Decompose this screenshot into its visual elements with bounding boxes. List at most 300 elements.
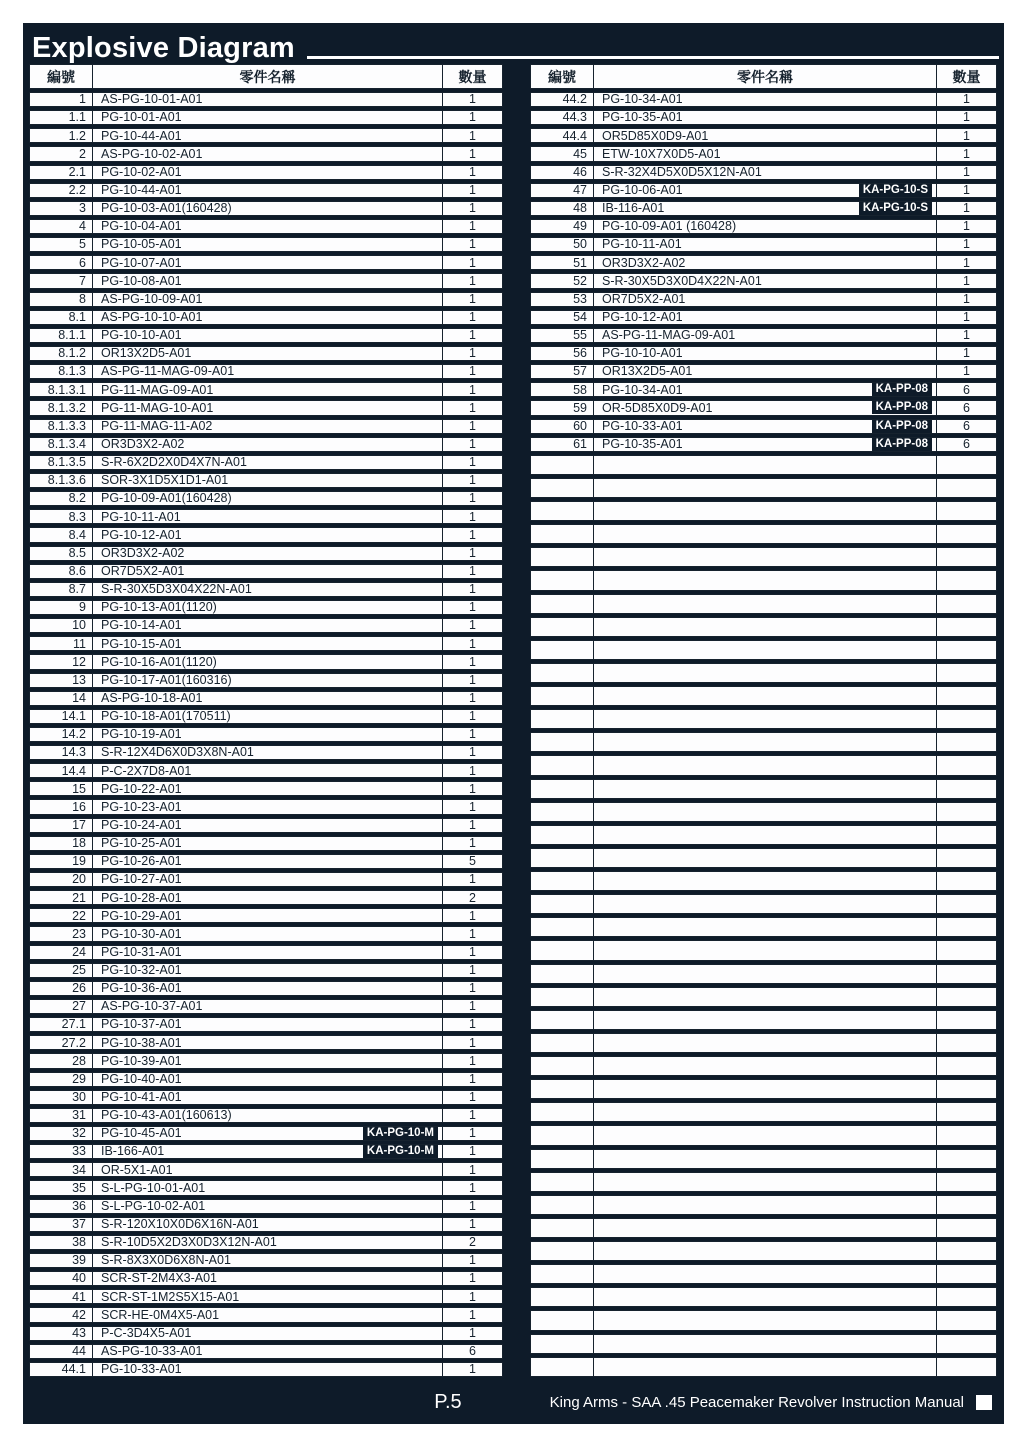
cell-qty: 1 [963, 346, 970, 361]
cell-no [531, 733, 594, 751]
table-row-empty [530, 779, 997, 799]
cell-qty: 1 [469, 328, 476, 342]
cell-no: 8.1.3.5 [30, 456, 93, 469]
table-row [530, 310, 997, 325]
table-row-empty [530, 1218, 997, 1238]
cell-qty: 1 [469, 873, 476, 887]
cell-part-name [594, 1242, 937, 1260]
cell-qty: 1 [469, 1272, 476, 1286]
cell-qty: 1 [469, 1036, 476, 1050]
table-row [29, 437, 503, 452]
cell-part-name [93, 1054, 443, 1067]
cell-part-name [93, 274, 443, 287]
cell-qty: 6 [963, 383, 970, 397]
cell-qty: 1 [469, 419, 476, 433]
part-number-text: S-R-120X10X0D6X16N-A01 [101, 1217, 259, 1231]
cell-part-name [594, 1219, 937, 1237]
part-number-text: S-R-30X5D3X04X22N-A01 [101, 582, 252, 596]
part-number-text: SCR-ST-1M2S5X15-A01 [101, 1290, 240, 1304]
cell-no: 11 [30, 637, 93, 650]
cell-part-name [93, 510, 443, 523]
cell-no: 45 [531, 147, 594, 160]
table-row-empty [530, 617, 997, 637]
kit-badge: KA-PP-08 [872, 438, 932, 451]
cell-part-name [93, 111, 443, 124]
cell-qty: 1 [469, 165, 476, 179]
cell-part-name [594, 803, 937, 821]
part-number-text: PG-10-34-A01 [602, 383, 683, 397]
part-number-text: S-L-PG-10-02-A01 [101, 1199, 206, 1213]
footer-square-icon [976, 1395, 992, 1410]
cell-no: 14.2 [30, 728, 93, 741]
cell-no: 17 [30, 819, 93, 832]
cell-qty [937, 618, 996, 636]
cell-part-name [594, 895, 937, 913]
part-number-text: OR13X2D5-A01 [101, 346, 192, 361]
cell-no: 14 [30, 692, 93, 705]
part-number-text: PG-10-28-A01 [101, 891, 182, 905]
cell-part-name [93, 1363, 443, 1376]
part-number-text: S-R-8X3X0D6X8N-A01 [101, 1254, 231, 1268]
cell-part-name [594, 111, 937, 124]
table-row [29, 926, 503, 941]
cell-no: 61 [531, 438, 594, 451]
cell-qty [937, 756, 996, 774]
cell-no [531, 1335, 594, 1353]
table-row [29, 799, 503, 814]
cell-part-name [93, 1145, 443, 1158]
header-part-name: 零件名稱 [93, 65, 443, 88]
table-row-empty [530, 640, 997, 660]
cell-no: 23 [30, 927, 93, 940]
cell-qty [937, 687, 996, 705]
cell-qty [937, 1150, 996, 1168]
table-row-empty [530, 825, 997, 845]
table-row [29, 1126, 503, 1141]
cell-part-name [93, 347, 443, 360]
table-row [29, 146, 503, 161]
cell-no: 41 [30, 1290, 93, 1303]
cell-no: 40 [30, 1272, 93, 1285]
part-number-text: PG-10-16-A01(1120) [101, 655, 217, 669]
cell-qty: 1 [469, 600, 476, 615]
cell-qty: 1 [469, 1054, 476, 1068]
cell-part-name [93, 1290, 443, 1303]
table-row [530, 128, 997, 143]
table-row-empty [530, 1241, 997, 1261]
cell-no [531, 710, 594, 728]
cell-qty [937, 803, 996, 821]
table-row [29, 292, 503, 307]
table-row [29, 509, 503, 524]
cell-part-name [594, 166, 937, 179]
part-number-text: PG-10-34-A01 [602, 93, 683, 107]
table-row [29, 1235, 503, 1250]
cell-qty: 1 [469, 492, 476, 506]
cell-part-name [93, 547, 443, 560]
part-number-text: PG-10-44-A01 [101, 129, 182, 143]
cell-part-name [93, 837, 443, 850]
cell-qty: 1 [963, 183, 970, 197]
cell-qty: 1 [469, 1127, 476, 1141]
table-row [29, 763, 503, 778]
part-number-text: S-R-32X4D5X0D5X12N-A01 [602, 165, 762, 179]
part-number-text: PG-10-10-A01 [101, 328, 182, 342]
cell-no: 52 [531, 274, 594, 287]
cell-qty: 1 [469, 274, 476, 288]
cell-part-name [93, 619, 443, 632]
table-row-empty [530, 709, 997, 729]
cell-part-name [93, 256, 443, 269]
part-number-text: PG-10-38-A01 [101, 1036, 182, 1050]
cell-no: 1 [30, 93, 93, 106]
cell-part-name [594, 780, 937, 798]
cell-qty [937, 1126, 996, 1144]
cell-qty: 1 [469, 310, 476, 324]
table-row [29, 1144, 503, 1159]
table-row-empty [530, 1172, 997, 1192]
cell-part-name [594, 1103, 937, 1121]
part-number-text: PG-10-07-A01 [101, 256, 182, 270]
cell-no [531, 895, 594, 913]
table-row [29, 1035, 503, 1050]
cell-part-name [594, 365, 937, 378]
part-number-text: OR-5D85X0D9-A01 [602, 401, 713, 415]
cell-no [531, 872, 594, 890]
cell-qty: 1 [469, 292, 476, 306]
table-row [29, 473, 503, 488]
cell-qty: 1 [469, 564, 476, 578]
cell-part-name [93, 927, 443, 940]
part-number-text: OR3D3X2-A02 [101, 546, 185, 560]
cell-part-name [93, 964, 443, 977]
cell-no: 37 [30, 1218, 93, 1231]
cell-no: 16 [30, 800, 93, 813]
cell-qty [937, 1265, 996, 1283]
part-number-text: PG-10-37-A01 [101, 1018, 182, 1032]
cell-qty: 1 [469, 256, 476, 270]
cell-part-name [594, 965, 937, 983]
cell-part-name [93, 202, 443, 215]
table-row [29, 1307, 503, 1322]
table-row [29, 92, 503, 107]
table-row [530, 328, 997, 343]
cell-part-name [93, 909, 443, 922]
table-row [29, 1362, 503, 1377]
cell-part-name [594, 311, 937, 324]
cell-part-name [594, 479, 937, 497]
cell-no [531, 502, 594, 520]
cell-qty [937, 1242, 996, 1260]
cell-qty: 1 [469, 510, 476, 524]
table-row [29, 1108, 503, 1123]
cell-part-name [594, 525, 937, 543]
cell-qty: 1 [963, 238, 970, 252]
cell-no: 33 [30, 1145, 93, 1158]
title-row [32, 31, 999, 63]
cell-part-name [594, 595, 937, 613]
cell-no: 51 [531, 256, 594, 269]
part-number-text: OR7D5X2-A01 [101, 564, 185, 578]
table-row-empty [530, 1033, 997, 1053]
table-row [29, 1072, 503, 1087]
cell-no: 55 [531, 329, 594, 342]
table-row [29, 945, 503, 960]
cell-part-name [594, 641, 937, 659]
cell-part-name [594, 401, 937, 414]
cell-qty: 1 [469, 673, 476, 687]
part-number-text: PG-10-44-A01 [101, 183, 182, 197]
part-number-text: PG-10-08-A01 [101, 274, 182, 288]
table-row-empty [530, 755, 997, 775]
cell-no [531, 1011, 594, 1029]
part-number-text: PG-10-15-A01 [101, 637, 182, 651]
cell-qty [937, 1173, 996, 1191]
cell-qty: 1 [469, 1254, 476, 1268]
cell-no [531, 479, 594, 497]
table-row [530, 219, 997, 234]
cell-no: 2 [30, 147, 93, 160]
cell-no [531, 965, 594, 983]
part-number-text: PG-11-MAG-11-A02 [101, 419, 213, 433]
cell-no: 8.5 [30, 547, 93, 560]
cell-qty: 1 [469, 945, 476, 959]
cell-no: 56 [531, 347, 594, 360]
cell-no: 8.1.3.1 [30, 383, 93, 396]
part-number-text: PG-10-36-A01 [101, 981, 182, 996]
table-row [29, 419, 503, 434]
table-row [530, 146, 997, 161]
cell-no: 7 [30, 274, 93, 287]
part-number-text: PG-10-32-A01 [101, 963, 182, 977]
cell-qty [937, 456, 996, 474]
cell-qty: 1 [469, 238, 476, 252]
cell-part-name [594, 1057, 937, 1075]
cell-no: 47 [531, 184, 594, 197]
cell-part-name [594, 826, 937, 844]
cell-qty: 1 [469, 655, 476, 669]
cell-part-name [594, 1196, 937, 1214]
cell-no [531, 1358, 594, 1376]
cell-qty [937, 502, 996, 520]
cell-qty: 1 [963, 328, 970, 342]
cell-part-name [594, 849, 937, 867]
table-row-empty [530, 1264, 997, 1284]
part-number-text: AS-PG-10-10-A01 [101, 310, 203, 324]
cell-part-name [594, 1288, 937, 1306]
cell-no: 34 [30, 1163, 93, 1176]
part-number-text: PG-10-45-A01 [101, 1127, 182, 1141]
cell-no [531, 1311, 594, 1329]
cell-no: 53 [531, 293, 594, 306]
cell-qty: 1 [469, 963, 476, 977]
part-number-text: PG-10-25-A01 [101, 836, 182, 850]
table-row-empty [530, 501, 997, 521]
cell-part-name [594, 710, 937, 728]
cell-no: 8.7 [30, 583, 93, 596]
cell-no: 6 [30, 256, 93, 269]
cell-no: 2.1 [30, 166, 93, 179]
table-row [29, 673, 503, 688]
cell-part-name [594, 202, 937, 215]
cell-no: 13 [30, 674, 93, 687]
cell-part-name [594, 618, 937, 636]
part-number-text: PG-10-10-A01 [602, 346, 683, 361]
cell-no: 4 [30, 220, 93, 233]
part-number-text: SOR-3X1D5X1D1-A01 [101, 473, 229, 488]
cell-no: 8.1.3.2 [30, 401, 93, 414]
cell-no: 1.1 [30, 111, 93, 124]
cell-qty: 1 [469, 455, 476, 469]
cell-qty: 1 [469, 1000, 476, 1014]
table-row-empty [530, 917, 997, 937]
part-number-text: PG-10-27-A01 [101, 873, 182, 887]
cell-qty [937, 941, 996, 959]
table-row [29, 364, 503, 379]
cell-part-name [93, 855, 443, 868]
table-row [29, 636, 503, 651]
cell-qty: 1 [469, 1290, 476, 1304]
cell-no: 44.2 [531, 93, 594, 106]
part-number-text: PG-10-12-A01 [602, 310, 683, 324]
cell-no: 20 [30, 873, 93, 886]
cell-part-name [594, 988, 937, 1006]
table-row [29, 527, 503, 542]
cell-no: 14.4 [30, 764, 93, 777]
part-number-text: PG-10-24-A01 [101, 818, 182, 832]
cell-qty: 1 [469, 582, 476, 596]
cell-qty [937, 1103, 996, 1121]
cell-qty [937, 1288, 996, 1306]
cell-no: 36 [30, 1200, 93, 1213]
cell-part-name [93, 311, 443, 324]
cell-part-name [93, 982, 443, 995]
cell-no: 2.2 [30, 184, 93, 197]
cell-qty: 1 [469, 1108, 476, 1123]
cell-part-name [594, 756, 937, 774]
kit-badge: KA-PP-08 [872, 383, 932, 396]
cell-no: 8.1.3.6 [30, 474, 93, 487]
cell-part-name [594, 1335, 937, 1353]
parts-table-left [29, 64, 503, 1377]
cell-part-name [93, 746, 443, 759]
table-row-empty [530, 1310, 997, 1330]
cell-qty: 1 [469, 473, 476, 488]
header-qty: 數量 [458, 68, 487, 85]
table-row [29, 110, 503, 125]
table-row [29, 981, 503, 996]
cell-no [531, 525, 594, 543]
cell-no: 60 [531, 420, 594, 433]
table-row [29, 836, 503, 851]
table-row-empty [530, 547, 997, 567]
cell-qty: 1 [469, 1326, 476, 1340]
cell-qty: 1 [469, 836, 476, 850]
cell-qty: 1 [469, 727, 476, 742]
cell-qty: 6 [963, 401, 970, 415]
cell-qty: 1 [469, 782, 476, 796]
cell-no: 29 [30, 1073, 93, 1086]
part-number-text: SCR-ST-2M4X3-A01 [101, 1272, 218, 1286]
header-no: 編號 [531, 65, 594, 88]
cell-no [531, 988, 594, 1006]
table-row-empty [530, 871, 997, 891]
cell-qty: 1 [469, 1217, 476, 1231]
cell-part-name [93, 1109, 443, 1122]
table-row [29, 872, 503, 887]
part-number-text: S-L-PG-10-01-A01 [101, 1181, 206, 1195]
cell-no: 14.1 [30, 710, 93, 723]
title-underline-rule [307, 56, 999, 59]
cell-part-name [594, 502, 937, 520]
cell-part-name [93, 1345, 443, 1358]
cell-no: 26 [30, 982, 93, 995]
cell-qty: 1 [469, 1018, 476, 1032]
cell-no [531, 756, 594, 774]
table-row-empty [530, 1334, 997, 1354]
cell-qty [937, 988, 996, 1006]
table-row [29, 183, 503, 198]
part-number-text: PG-10-13-A01(1120) [101, 600, 217, 615]
part-number-text: S-R-12X4D6X0D3X8N-A01 [101, 746, 254, 760]
table-row [29, 1053, 503, 1068]
table-row-empty [530, 594, 997, 614]
cell-no [531, 1242, 594, 1260]
part-number-text: AS-PG-10-01-A01 [101, 93, 203, 107]
parts-table-right [530, 64, 997, 1377]
cell-part-name [594, 274, 937, 287]
cell-part-name [93, 637, 443, 650]
table-row [29, 237, 503, 252]
table-row [29, 165, 503, 180]
table-row [530, 255, 997, 270]
table-row [29, 600, 503, 615]
cell-part-name [93, 819, 443, 832]
cell-part-name [594, 872, 937, 890]
cell-part-name [93, 692, 443, 705]
cell-no: 42 [30, 1308, 93, 1321]
cell-part-name [594, 1265, 937, 1283]
cell-part-name [594, 147, 937, 160]
cell-part-name [594, 687, 937, 705]
cell-part-name [594, 548, 937, 566]
cell-no [531, 1034, 594, 1052]
cell-part-name [594, 1011, 937, 1029]
table-row [530, 382, 997, 397]
cell-part-name [594, 941, 937, 959]
table-row [29, 255, 503, 270]
cell-no: 57 [531, 365, 594, 378]
cell-no [531, 826, 594, 844]
cell-no: 27.2 [30, 1036, 93, 1049]
cell-no: 30 [30, 1091, 93, 1104]
table-row-empty [530, 663, 997, 683]
part-number-text: S-R-10D5X2D3X0D3X12N-A01 [101, 1235, 277, 1249]
part-number-text: PG-10-05-A01 [101, 238, 182, 252]
table-row [530, 346, 997, 361]
cell-part-name [93, 583, 443, 596]
part-number-text: PG-10-09-A01 (160428) [602, 219, 737, 234]
cell-no: 44 [30, 1345, 93, 1358]
cell-qty: 6 [963, 437, 970, 451]
cell-no: 27 [30, 1000, 93, 1013]
table-row-empty [530, 1079, 997, 1099]
cell-part-name [93, 474, 443, 487]
cell-part-name [93, 728, 443, 741]
cell-qty [937, 872, 996, 890]
table-row [29, 400, 503, 415]
table-row [530, 165, 997, 180]
